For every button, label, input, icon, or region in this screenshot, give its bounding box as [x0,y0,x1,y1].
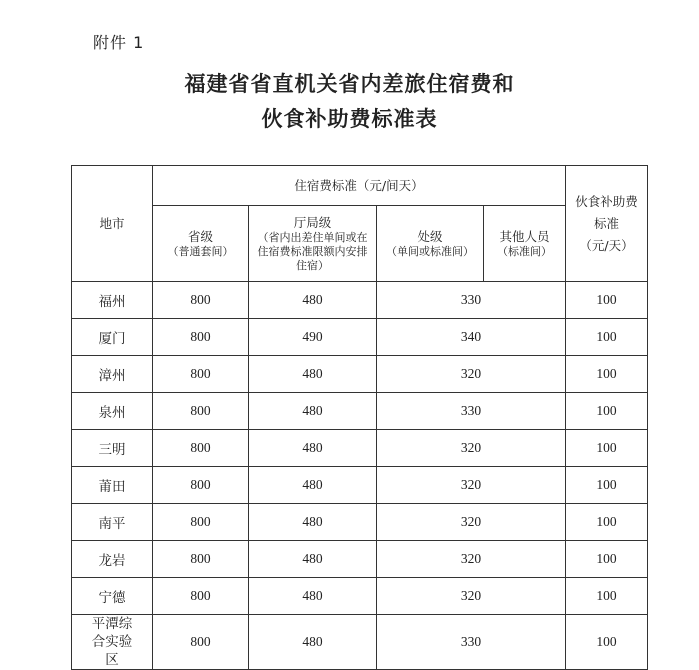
bureau-rate: 480 [249,430,377,467]
bureau-rate: 480 [249,541,377,578]
meal-header [566,166,648,282]
division-other-rate: 320 [377,430,566,467]
division-other-rate: 340 [377,319,566,356]
table-row [72,356,648,393]
division-header-note: （单间或标准间） [386,244,474,258]
city-cell: 南平 [72,504,153,541]
bureau-header-note: （省内出差住单间或在住宿费标准限额内安排住宿） [257,230,368,272]
bureau-rate: 480 [249,578,377,615]
meal-rate: 100 [566,393,648,430]
city-cell: 平潭综合实验区 [72,615,153,670]
provincial-rate: 800 [153,578,249,615]
city-header: 地市 [72,166,153,282]
division-other-rate: 320 [377,356,566,393]
division-header-label: 处级 [417,228,443,244]
city-cell: 福州 [72,282,153,319]
provincial-rate: 800 [153,467,249,504]
meal-rate: 100 [566,319,648,356]
table-row [72,467,648,504]
document-title-line-1: 福建省省直机关省内差旅住宿费和 [184,71,515,96]
city-cell: 泉州 [72,393,153,430]
division-other-rate: 330 [377,615,566,670]
meal-rate: 100 [566,541,648,578]
meal-header-unit: （元/天） [579,237,634,253]
division-other-rate: 320 [377,504,566,541]
other-staff-header-label: 其他人员 [499,228,550,244]
bureau-rate: 480 [249,504,377,541]
meal-rate: 100 [566,504,648,541]
meal-header-line-1: 伙食补助费 [575,193,638,209]
provincial-rate: 800 [153,319,249,356]
division-other-rate: 330 [377,282,566,319]
bureau-rate: 490 [249,319,377,356]
meal-rate: 100 [566,615,648,670]
bureau-rate: 480 [249,282,377,319]
bureau-rate: 480 [249,356,377,393]
provincial-rate: 800 [153,393,249,430]
table-row [72,615,648,670]
table-row [72,319,648,356]
table-row [72,282,648,319]
meal-header-line-2: 标准 [594,215,620,231]
meal-rate: 100 [566,430,648,467]
provincial-header-label: 省级 [187,228,213,244]
table-row [72,578,648,615]
city-cell: 龙岩 [72,541,153,578]
meal-rate: 100 [566,356,648,393]
provincial-rate: 800 [153,356,249,393]
bureau-rate: 480 [249,615,377,670]
city-cell: 莆田 [72,467,153,504]
city-cell: 宁德 [72,578,153,615]
provincial-header-note: （普通套间） [167,244,234,258]
division-other-rate: 320 [377,541,566,578]
meal-rate: 100 [566,282,648,319]
bureau-rate: 480 [249,467,377,504]
city-cell: 漳州 [72,356,153,393]
other-staff-header [484,206,566,282]
provincial-rate: 800 [153,615,249,670]
provincial-rate: 800 [153,541,249,578]
bureau-header-label: 厅局级 [293,214,332,230]
provincial-header [153,206,249,282]
bureau-rate: 480 [249,393,377,430]
division-header [377,206,484,282]
division-other-rate: 320 [377,578,566,615]
document-title-line-2: 伙食补助费标准表 [261,106,438,131]
table-row [72,541,648,578]
city-cell: 厦门 [72,319,153,356]
provincial-rate: 800 [153,430,249,467]
provincial-rate: 800 [153,282,249,319]
city-cell: 三明 [72,430,153,467]
division-other-rate: 320 [377,467,566,504]
rates-table [71,165,648,670]
attachment-label: 附件 1 [93,33,145,52]
meal-rate: 100 [566,578,648,615]
provincial-rate: 800 [153,504,249,541]
table-row [72,393,648,430]
bureau-header [249,206,377,282]
table-row [72,430,648,467]
table-row [72,504,648,541]
other-staff-header-note: （标准间） [497,244,553,258]
division-other-rate: 330 [377,393,566,430]
lodging-header: 住宿费标准（元/间天） [153,166,566,206]
meal-rate: 100 [566,467,648,504]
